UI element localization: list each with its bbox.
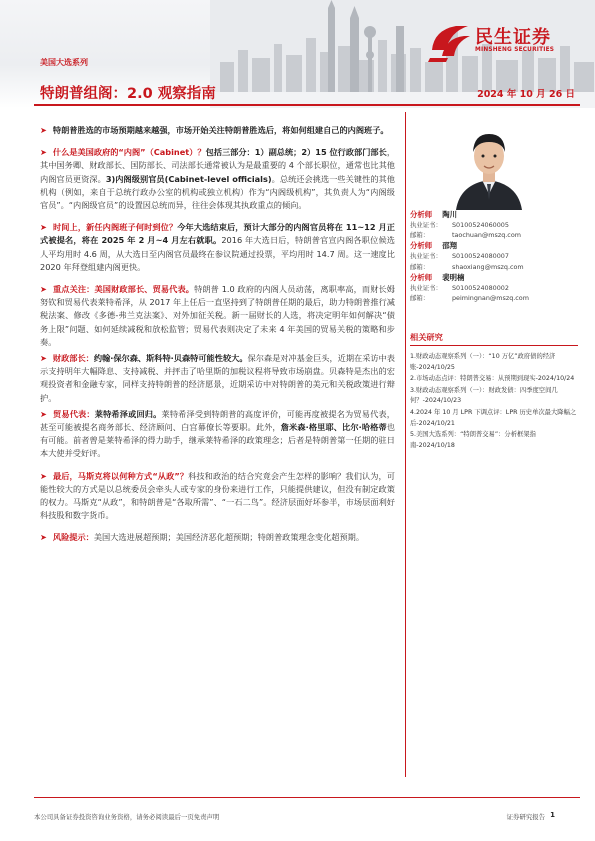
summary-paragraph-6 — [40, 408, 395, 461]
risk-heading: 风险提示： — [52, 532, 94, 543]
analyst-card — [410, 272, 578, 303]
cert-label: 执业证书： — [410, 221, 442, 229]
bullet-arrow-icon: ➤ — [40, 284, 47, 295]
cert-label: 执业证书： — [410, 283, 442, 292]
p6-question: 贸易代表： — [52, 408, 95, 419]
sidebar — [405, 112, 580, 777]
related-research-list — [410, 352, 578, 452]
bullet-arrow-icon: ➤ — [40, 353, 47, 364]
analyst-email[interactable]: shaoxiang@mszq.com — [452, 262, 524, 271]
summary-paragraph-1 — [40, 124, 395, 137]
footer-disclaimer: 本公司具备证券投资咨询业务资格，请务必阅读最后一页免责声明 — [34, 813, 220, 821]
p1-text: 市场预期越来越强，市场开始关注特朗普胜选后，将如何组建自己的内阁班子。 — [102, 125, 389, 135]
p6-text-2: 也有可能。前者曾是莱特希泽的得力助手，继承莱特希泽的政策理念；后者是特朗普第一任期的驻日本大使并受好评。 — [40, 422, 395, 459]
related-research-item[interactable]: 4.2024 年 10 月 LPR 下调点评：LPR 历史单次最大降幅之后-2024/10/21 — [410, 408, 577, 427]
bullet-arrow-icon: ➤ — [40, 470, 47, 481]
analyst-name: 邵翔 — [442, 241, 457, 251]
report-header — [0, 0, 595, 108]
analyst-email[interactable]: peimingnan@mszq.com — [452, 294, 529, 303]
bullet-arrow-icon: ➤ — [40, 222, 47, 233]
footer-report-type: 证券研究报告 — [506, 813, 545, 821]
risk-text: 美国大选进展超预期；美国经济恶化超预期；特朗普政策理念变化超预期。 — [93, 532, 365, 543]
cert-number: S0100524080007 — [452, 252, 509, 261]
logo-name-en: MINSHENG SECURITIES — [475, 47, 555, 53]
analyst-name: 裴明楠 — [442, 272, 465, 282]
bullet-arrow-icon: ➤ — [40, 532, 47, 543]
p2-text-2: 。总统还会挑选一些关键性的其他机构（例如，来自于总统行政办公室的机构或独立机构）作为“内阁级机构”，其负责人为“内阁级官员”。“内阁级官员”的设置因总统而异，往往会体现其执政重点的倾向。 — [40, 173, 395, 211]
related-research-item[interactable]: 3.财政动态观察系列（一）：财政发债：四季度空间几何？-2024/10/23 — [410, 386, 558, 405]
email-label: 邮箱： — [410, 262, 430, 271]
email-label: 邮箱： — [410, 231, 430, 240]
title-divider — [34, 104, 580, 106]
p2-bold-2: 3)内阁级别官员(Cabinet-level officials) — [105, 173, 272, 184]
analyst-name: 陶川 — [442, 210, 457, 219]
footer-divider — [34, 797, 580, 798]
p6-text: 莱特希泽受到特朗普的高度评价，可能再度被提名为贸易代表，甚至可能被提名商务部长、经济顾问、白宫幕僚长等要职。此外， — [40, 408, 395, 433]
summary-paragraph-7 — [40, 470, 395, 523]
cert-number: S0100524080002 — [452, 283, 509, 292]
related-research-item[interactable]: 1.财政动态观察系列（一）：“10 万亿”政府债的经济账-2024/10/25 — [410, 353, 556, 371]
risk-paragraph — [40, 531, 395, 544]
logo-name-cn: 民生证券 — [475, 27, 551, 48]
analyst-card — [410, 209, 578, 240]
p3-bold: 今年大选结束后，预计大部分的内阁官员将在 11~12 月正式被提名，将在 2025 年 2 月~4 月左右就职。 — [40, 222, 395, 246]
p6-bold: 莱特希泽或回归。 — [94, 408, 162, 419]
report-body — [40, 124, 395, 554]
p5-question: 财政部长： — [52, 353, 94, 364]
bullet-arrow-icon: ➤ — [40, 147, 47, 158]
p3-text: 2016 年大选日后，特朗普官宣内阁各职位候选人平均用时 4.6 周，从大选日至内阁官员最终在参议院通过投票，平均用时 14.7 周。这一速度比 2020 年拜登组建内阁更快。 — [40, 235, 395, 272]
p7-question: 最后，马斯克将以何种方式“从政”？ — [52, 470, 189, 481]
p5-bold: 约翰·保尔森、斯科特·贝森特可能性较大。 — [93, 353, 248, 364]
summary-paragraph-5 — [40, 352, 395, 405]
analyst-list — [410, 209, 578, 303]
p4-text: 特朗普 1.0 政府的内阁人员动荡，离职率高，而财长姆努钦和贸易代表莱特希泽，从 2017 年上任后一直坚持到了特朗普任期的最后，助力特朗普推行减税法案、修改《多德-弗兰克法案》、对外加征关税。新一届财长的人选，将决定明年如何解决“债务上限”问题、如何延续减税和放松监管；贸易代表则决定了未来 4 年美国的贸易关税的策略和步奏。 — [40, 284, 395, 347]
analyst-card — [410, 240, 578, 271]
p4-question: 重点关注：美国财政部长、贸易代表。 — [52, 284, 195, 295]
analyst-role: 分析师 — [410, 241, 433, 251]
summary-paragraph-2 — [40, 146, 395, 212]
report-title: 特朗普组阁：2.0 观察指南 — [40, 86, 216, 102]
p2-bold: 包括三部分：1）副总统；2）15 位行政部门部长 — [205, 147, 387, 158]
bullet-arrow-icon: ➤ — [40, 408, 47, 419]
analyst-email[interactable]: taochuan@mszq.com — [452, 231, 521, 240]
p6-bold-2: 詹米森·格里耶、比尔·哈格蒂 — [280, 422, 387, 433]
cert-label: 执业证书： — [410, 252, 442, 261]
summary-paragraph-4 — [40, 283, 395, 349]
minsheng-securities-logo — [428, 20, 578, 64]
p5-text: 保尔森是对冲基金巨头，近期在采访中表示支持明年大幅降息、支持减税、并抨击了哈里斯的加税议程将导致市场崩盘。贝森特是杰出的宏观投资者和金融专家，同样支持特朗普的经济愿景，近期采访中对特朗普的美元和关税政策进行辩护。 — [40, 353, 395, 403]
summary-paragraph-3 — [40, 221, 395, 274]
related-research-heading: 相关研究 — [410, 332, 578, 346]
p1-lead: 特朗普胜选的 — [52, 125, 103, 135]
series-label: 美国大选系列 — [40, 58, 88, 67]
p2-question: 什么是美国政府的“内阁”（Cabinet）？ — [52, 147, 206, 158]
related-research-item[interactable]: 2.市场动态点评：特朗普交易：从预期到现实-2024/10/24 — [410, 375, 575, 383]
p2-text: ，其中国务卿、财政部长、国防部长、司法部长通常被认为是最重要的 4 个部长职位，通常也比其他内阁官员更资深。 — [40, 147, 396, 184]
logo-mark-icon — [428, 20, 472, 62]
email-label: 邮箱： — [410, 294, 430, 303]
p7-text: 科技和政治的结合究竟会产生怎样的影响？我们认为，可能性较大的方式是以总统委员会牵头人或专家的身份来进行工作，只能提供建议，但没有制定政策的权力。马斯克“从政”，和特朗普是“各取所需”、“一石二鸟”。经济层面好坏参半，市场层面利好科技股和数字货币。 — [40, 470, 395, 521]
p3-question: 时间上，新任内阁班子何时到位？ — [52, 222, 178, 233]
page-number: 1 — [550, 811, 555, 819]
cert-number: S0100524060005 — [452, 221, 509, 229]
analyst-role: 分析师 — [410, 210, 433, 219]
analyst-role: 分析师 — [410, 272, 433, 282]
report-date: 2024 年 10 月 26 日 — [477, 89, 575, 100]
related-research-item[interactable]: 5.美国大选系列：“特朗普交易”：分析框架指南-2024/10/18 — [410, 431, 536, 449]
analyst-photo — [450, 120, 528, 210]
bullet-arrow-icon: ➤ — [40, 125, 47, 135]
